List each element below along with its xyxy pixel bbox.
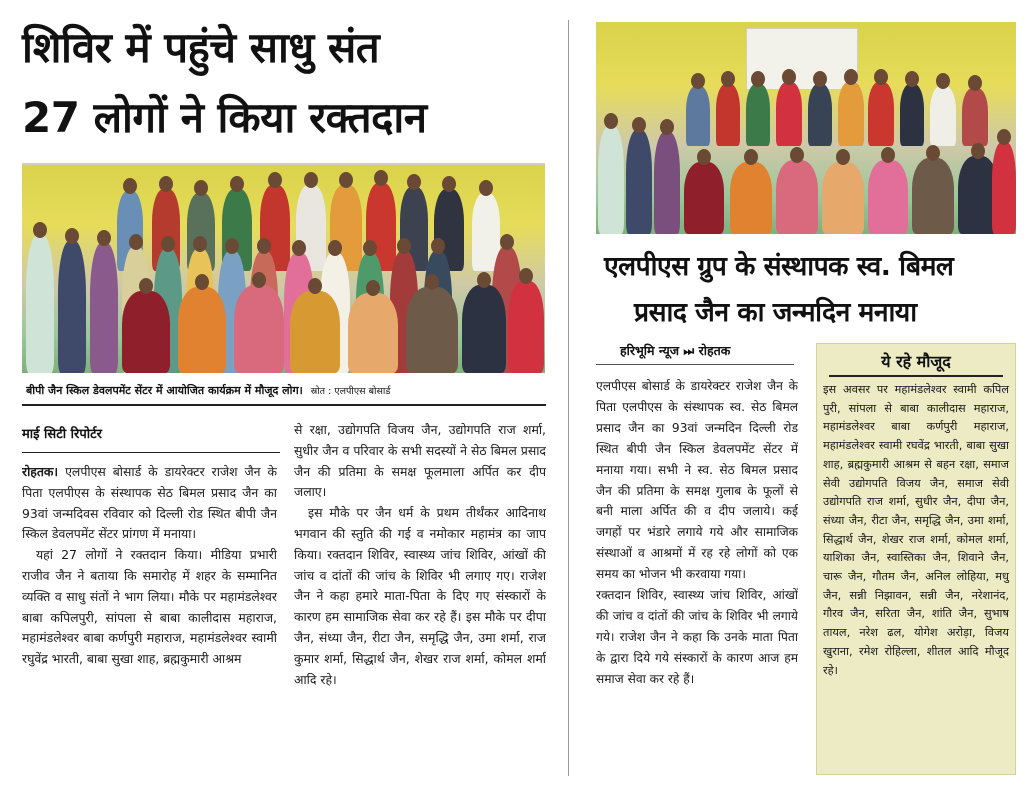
byline-city: रोहतक [698,343,731,358]
left-headline-line2: 27 लोगों ने किया रक्तदान [22,93,427,142]
left-col2-paragraph-2: इस मौके पर जैन धर्म के प्रथम तीर्थंकर आदिनाथ भगवान की स्तुति की गई व नमोकार महामंत्र का जाप किया। रक्तदान शिविर, स्वास्थ्य जांच शिविर, आंखों की जांच व दांतों की जांच के शिविर भी लगाए गए। राजेश जैन ने कहा हमारे माता-पिता के दिए गए संस्कारों के कारण हम सामाजिक सेवा कर रहे हैं। इस मौके पर दीपा जैन, संध्या जैन, रीटा जैन, समृद्धि जैन, उमा शर्मा, राज कुमार शर्मा, सिद्धार्थ जैन, शेखर राज शर्मा, कोमल शर्मा आदि रहे। [294,505,546,687]
caption-rule [22,404,546,406]
sidebar-title: ये रहे मौजूद [881,352,951,371]
person [838,82,864,146]
person [58,241,86,373]
left-column-2 [294,420,546,776]
person [178,287,226,373]
attendees-sidebar [816,343,1016,775]
right-byline [620,342,730,359]
dateline: रोहतक। [22,464,59,479]
person [746,84,770,146]
person [808,84,832,146]
left-col1-paragraph-2: यहां 27 लोगों ने रक्तदान किया। मीडिया प्रभारी राजीव जैन ने बताया कि समारोह में शहर के सम्मानित व्यक्ति व साधु संतों ने भाग लिया। मौके पर महामंडलेश्वर बाबा कपिलपुरी, सांपला से बाबा कालीदास महाराज, महामंडलेश्वर बाबा कर्णपुरी महाराज, महामंडलेश्वर स्वामी रघुवेंद्र भारती, बाबा सुखा शाह, ब्रह्मकुमारी आश्रम [22,547,277,667]
byline-arrows-icon: ⏭ [683,344,695,358]
caption-source: स्रोत : एलपीएस बोसार्ड [310,386,391,397]
left-byline: माई सिटी रिपोर्टर [22,427,102,442]
sidebar-text: इस अवसर पर महामंडलेश्वर स्वामी कपिल पुरी, सांपला से बाबा कालीदास महाराज, महामंडलेश्वर बाबा कर्णपुरी महाराज, महामंडलेश्वर स्वामी रघवेंद्र भारती, बाबा सुखा शाह, ब्रह्मकुमारी आश्रम से बहन रक्षा, समाज सेवी उद्योगपति विजय जैन, समाज सेवी उद्योगपति राज शर्मा, सुधीर जैन, दीपा जैन, संध्या जैन, रीटा जैन, समृद्धि जैन, उमा शर्मा, सिद्धार्थ जैन, शेखर राज शर्मा, कोमल शर्मा, याशिका जैन, स्वास्तिका जैन, शिवाने जैन, चारू जैन, गौतम जैन, अनिल लोहिया, मधु जैन, सन्नी निझावन, सन्नी जैन, नरेशानंद, गौरव जैन, सरिता जैन, शांति जैन, सुभाष तायल, नरेश ढल, योगेश अरोड़ा, विजय खुराना, रमेश रोहिल्ला, शीतल आदि मौजूद रहे। [823,383,1009,677]
person [508,281,544,373]
person [930,86,956,146]
person [234,285,284,373]
left-column-1 [22,462,277,774]
left-headline-line1: शिविर में पहुंचे साधु संत [22,23,380,72]
page-column-separator [568,20,569,776]
person [684,162,724,234]
person [406,287,458,373]
byline-rule [22,452,280,453]
person [290,291,340,373]
person [598,126,624,234]
person [462,285,506,373]
person [962,88,988,146]
person [716,84,740,146]
left-group-photo [22,163,545,373]
right-col-paragraph-2: रक्तदान शिविर, स्वास्थ्य जांच शिविर, आंखों की जांच व दांतों की जांच के शिविर भी लगाये गये। राजेश जैन ने कहा कि उनके माता पिता के द्वारा दिये गये संस्कारों के कारण आज हम समाज सेवा कर रहे हैं। [596,588,798,686]
person [868,160,908,234]
person [868,82,894,146]
person [26,235,54,373]
person [90,243,118,373]
person [776,82,802,146]
caption-text: बीपी जैन स्किल डेवलपमेंट सेंटर में आयोजित कार्यक्रम में मौजूद लोग। [26,384,303,397]
left-col1-paragraph-1 [22,462,277,545]
right-column [596,376,798,776]
right-byline-rule [596,364,794,365]
person [992,142,1016,234]
byline-brand: हरिभूमि न्यूज [620,343,680,358]
right-group-photo [596,22,1016,234]
left-col2-paragraph-1: से रक्षा, उद्योगपति विजय जैन, उद्योगपति राज शर्मा, सुधीर जैन व परिवार के सभी सदस्यों ने सेठ बिमल प्रसाद जैन की प्रतिमा के समक्ष फूलमाला अर्पित कर दीप जलाए। [294,422,546,500]
right-headline-line1: एलपीएस ग्रुप के संस्थापक स्व. बिमल [604,251,954,282]
person [626,130,652,234]
right-headline-line2: प्रसाद जैन का जन्मदिन मनाया [634,297,917,328]
person [822,162,864,234]
person [654,132,680,234]
photo-backdrop [22,163,545,165]
sidebar-title-rule [829,375,1003,377]
person [122,291,170,373]
person [900,84,924,146]
person [686,86,710,146]
left-photo-caption [26,383,546,398]
left-col1-p1-text: एलपीएस बोसार्ड के डायरेक्टर राजेश जैन के पिता एलपीएस के संस्थापक सेठ बिमल प्रसाद जैन का 93वां जन्मदिवस रविवार को दिल्ली रोड स्थित बीपी जैन स्किल डेवलपमेंट सेंटर प्रांगण में मनाया। [22,464,277,542]
right-col-paragraph-1: एलपीएस बोसार्ड के डायरेक्टर राजेश जैन के पिता एलपीएस के संस्थापक स्व. सेठ बिमल प्रसाद जैन का 93वां जन्मदिन दिल्ली रोड स्थित बीपी जैन स्किल डेवलपमेंट सेंटर में मनाया गया। सभी ने स्व. सेठ बिमल प्रसाद जैन की प्रतिमा के समक्ष गुलाब के फूलों से बनी माला अर्पित की व दीप जलाये। कई जगहों पर भंडारे लगाये गये और सामाजिक संस्थाओं व आश्रमों में रह रहे लोगों को एक समय का भोजन भी करवाया गया। [596,379,798,582]
person [348,293,398,373]
person [730,162,772,234]
person [912,158,954,234]
person [776,160,818,234]
